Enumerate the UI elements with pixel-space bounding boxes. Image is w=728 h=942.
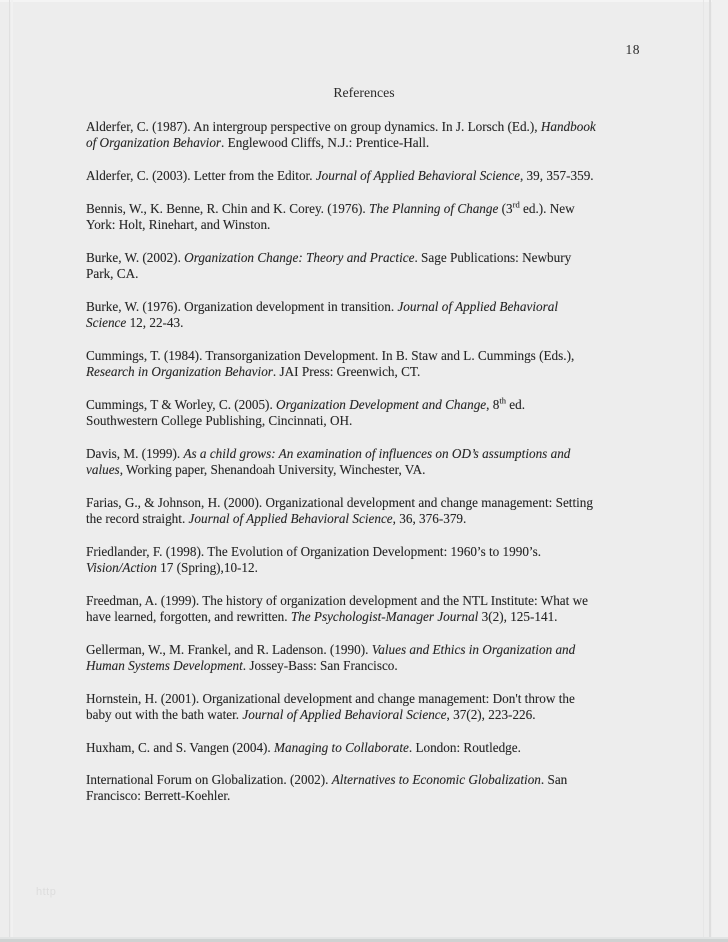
reference-text-segment: Cummings, T & Worley, C. (2005). [86,396,277,412]
reference-text-segment: Research in Organization Behavior [86,363,273,379]
reference-entry [86,119,724,152]
reference-text-segment: Cummings, T. (1984). Transorganization Development. In B. Staw and L. Cummings (Eds.), [86,347,575,363]
reference-text-segment: , 37(2), 223-226. [446,706,536,722]
reference-text-segment: ed.). New [519,200,575,216]
reference-entry [86,740,724,756]
reference-text-segment: Huxham, C. and S. Vangen (2004). [86,739,275,755]
reference-text-segment: , 39, 357-359. [519,167,594,183]
reference-text-segment: Managing to Collaborate [274,739,409,755]
reference-text-segment: Alternatives to Economic Globalization [331,772,541,788]
reference-text-segment: Journal of Applied Behavioral Science [188,510,393,526]
reference-text-segment: , 8 [486,396,500,412]
reference-text-segment: 3(2), 125-141. [478,608,558,624]
page-number: 18 [625,42,640,57]
reference-text-segment: Park, CA. [86,265,139,281]
reference-text-segment: Organization Change: Theory and Practice [184,249,415,265]
reference-text-segment: . Englewood Cliffs, N.J.: Prentice-Hall. [221,135,430,151]
reference-text-segment: baby out with the bath water. [86,706,243,722]
reference-text-segment: the record straight. [86,510,189,526]
reference-text-segment: 17 (Spring),10-12. [156,559,258,575]
reference-text-segment: . London: Routledge. [408,739,521,755]
reference-text-segment: , 36, 376-379. [392,510,467,526]
reference-entry [86,772,724,805]
reference-text-segment: Bennis, W., K. Benne, R. Chin and K. Corey. (1976). [86,200,370,216]
reference-text-segment: Alderfer, C. (2003). Letter from the Editor. [86,167,316,183]
reference-text-segment: York: Holt, Rinehart, and Winston. [86,216,271,232]
reference-text-segment: rd [512,199,520,210]
reference-text-segment: th [499,395,506,406]
reference-text-segment: . Sage Publications: Newbury [414,249,572,265]
reference-text-segment: have learned, forgotten, and rewritten. [86,608,291,624]
scan-edge-top [0,0,728,2]
reference-entry [86,593,724,626]
reference-text-segment: values [86,461,120,477]
reference-entry [86,642,724,675]
reference-entry [86,250,724,283]
reference-entry [86,691,724,724]
reference-text-segment: . San [540,772,568,788]
reference-text-segment: The Psychologist-Manager Journal [290,608,479,624]
reference-text-segment: . JAI Press: Greenwich, CT. [272,363,421,379]
reference-text-segment: As a child grows: An examination of influences on OD’s assumptions and [183,445,571,461]
scan-edge-left [9,0,10,942]
reference-text-segment: International Forum on Globalization. (2002). [86,772,332,788]
reference-text-segment: Freedman, A. (1999). The history of organization development and the NTL Institute: What we [86,592,588,608]
reference-text-segment: Davis, M. (1999). [86,445,184,461]
reference-text-segment: 12, 22-43. [126,314,184,330]
reference-text-segment: Burke, W. (1976). Organization development in transition. [86,298,398,314]
reference-text-segment: Journal of Applied Behavioral Science [315,167,520,183]
reference-entry [86,397,724,430]
reference-text-segment: The Planning of Change [369,200,499,216]
reference-text-segment: Values and Ethics in Organization and [371,641,576,657]
reference-text-segment: Friedlander, F. (1998). The Evolution of Organization Development: 1960’s to 1990’s. [86,543,542,559]
reference-text-segment: Human Systems Development [86,657,243,673]
reference-entry [86,201,724,234]
references-heading: References [333,85,395,100]
reference-text-segment: Science [86,314,127,330]
reference-text-segment: Burke, W. (2002). [86,249,185,265]
reference-text-segment: , Working paper, Shenandoah University, Winchester, VA. [119,461,426,477]
scan-edge-left-inner [11,0,13,942]
reference-entry [86,168,724,184]
reference-text-segment: Hornstein, H. (2001). Organizational development and change management: Don't throw the [86,690,575,706]
reference-entry [86,544,724,577]
reference-text-segment: of Organization Behavior [86,135,222,151]
reference-text-segment: . Jossey-Bass: San Francisco. [242,657,398,673]
watermark-text: http [36,886,57,898]
reference-text-segment: Vision/Action [86,559,157,575]
reference-text-segment: Journal of Applied Behavioral [397,298,558,314]
reference-entry [86,495,724,528]
reference-text-segment: Journal of Applied Behavioral Science [242,706,447,722]
reference-text-segment: Handbook [540,119,596,134]
reference-entry [86,299,724,332]
reference-text-segment: Organization Development and Change [276,396,487,412]
reference-text-segment: (3 [498,200,513,216]
reference-text-segment: Southwestern College Publishing, Cincinnati, OH. [86,412,353,428]
reference-text-segment: Alderfer, C. (1987). An intergroup perspective on group dynamics. In J. Lorsch (Ed.), [86,119,541,134]
reference-text-segment: ed. [505,396,526,412]
reference-text-segment: Francisco: Berrett-Koehler. [86,788,231,804]
reference-entry [86,348,724,381]
reference-text-segment: Gellerman, W., M. Frankel, and R. Ladenson. (1990). [86,641,372,657]
reference-text-segment: Farias, G., & Johnson, H. (2000). Organizational development and change management: Setting [86,494,593,510]
references-list [86,119,724,821]
reference-entry [86,446,724,479]
